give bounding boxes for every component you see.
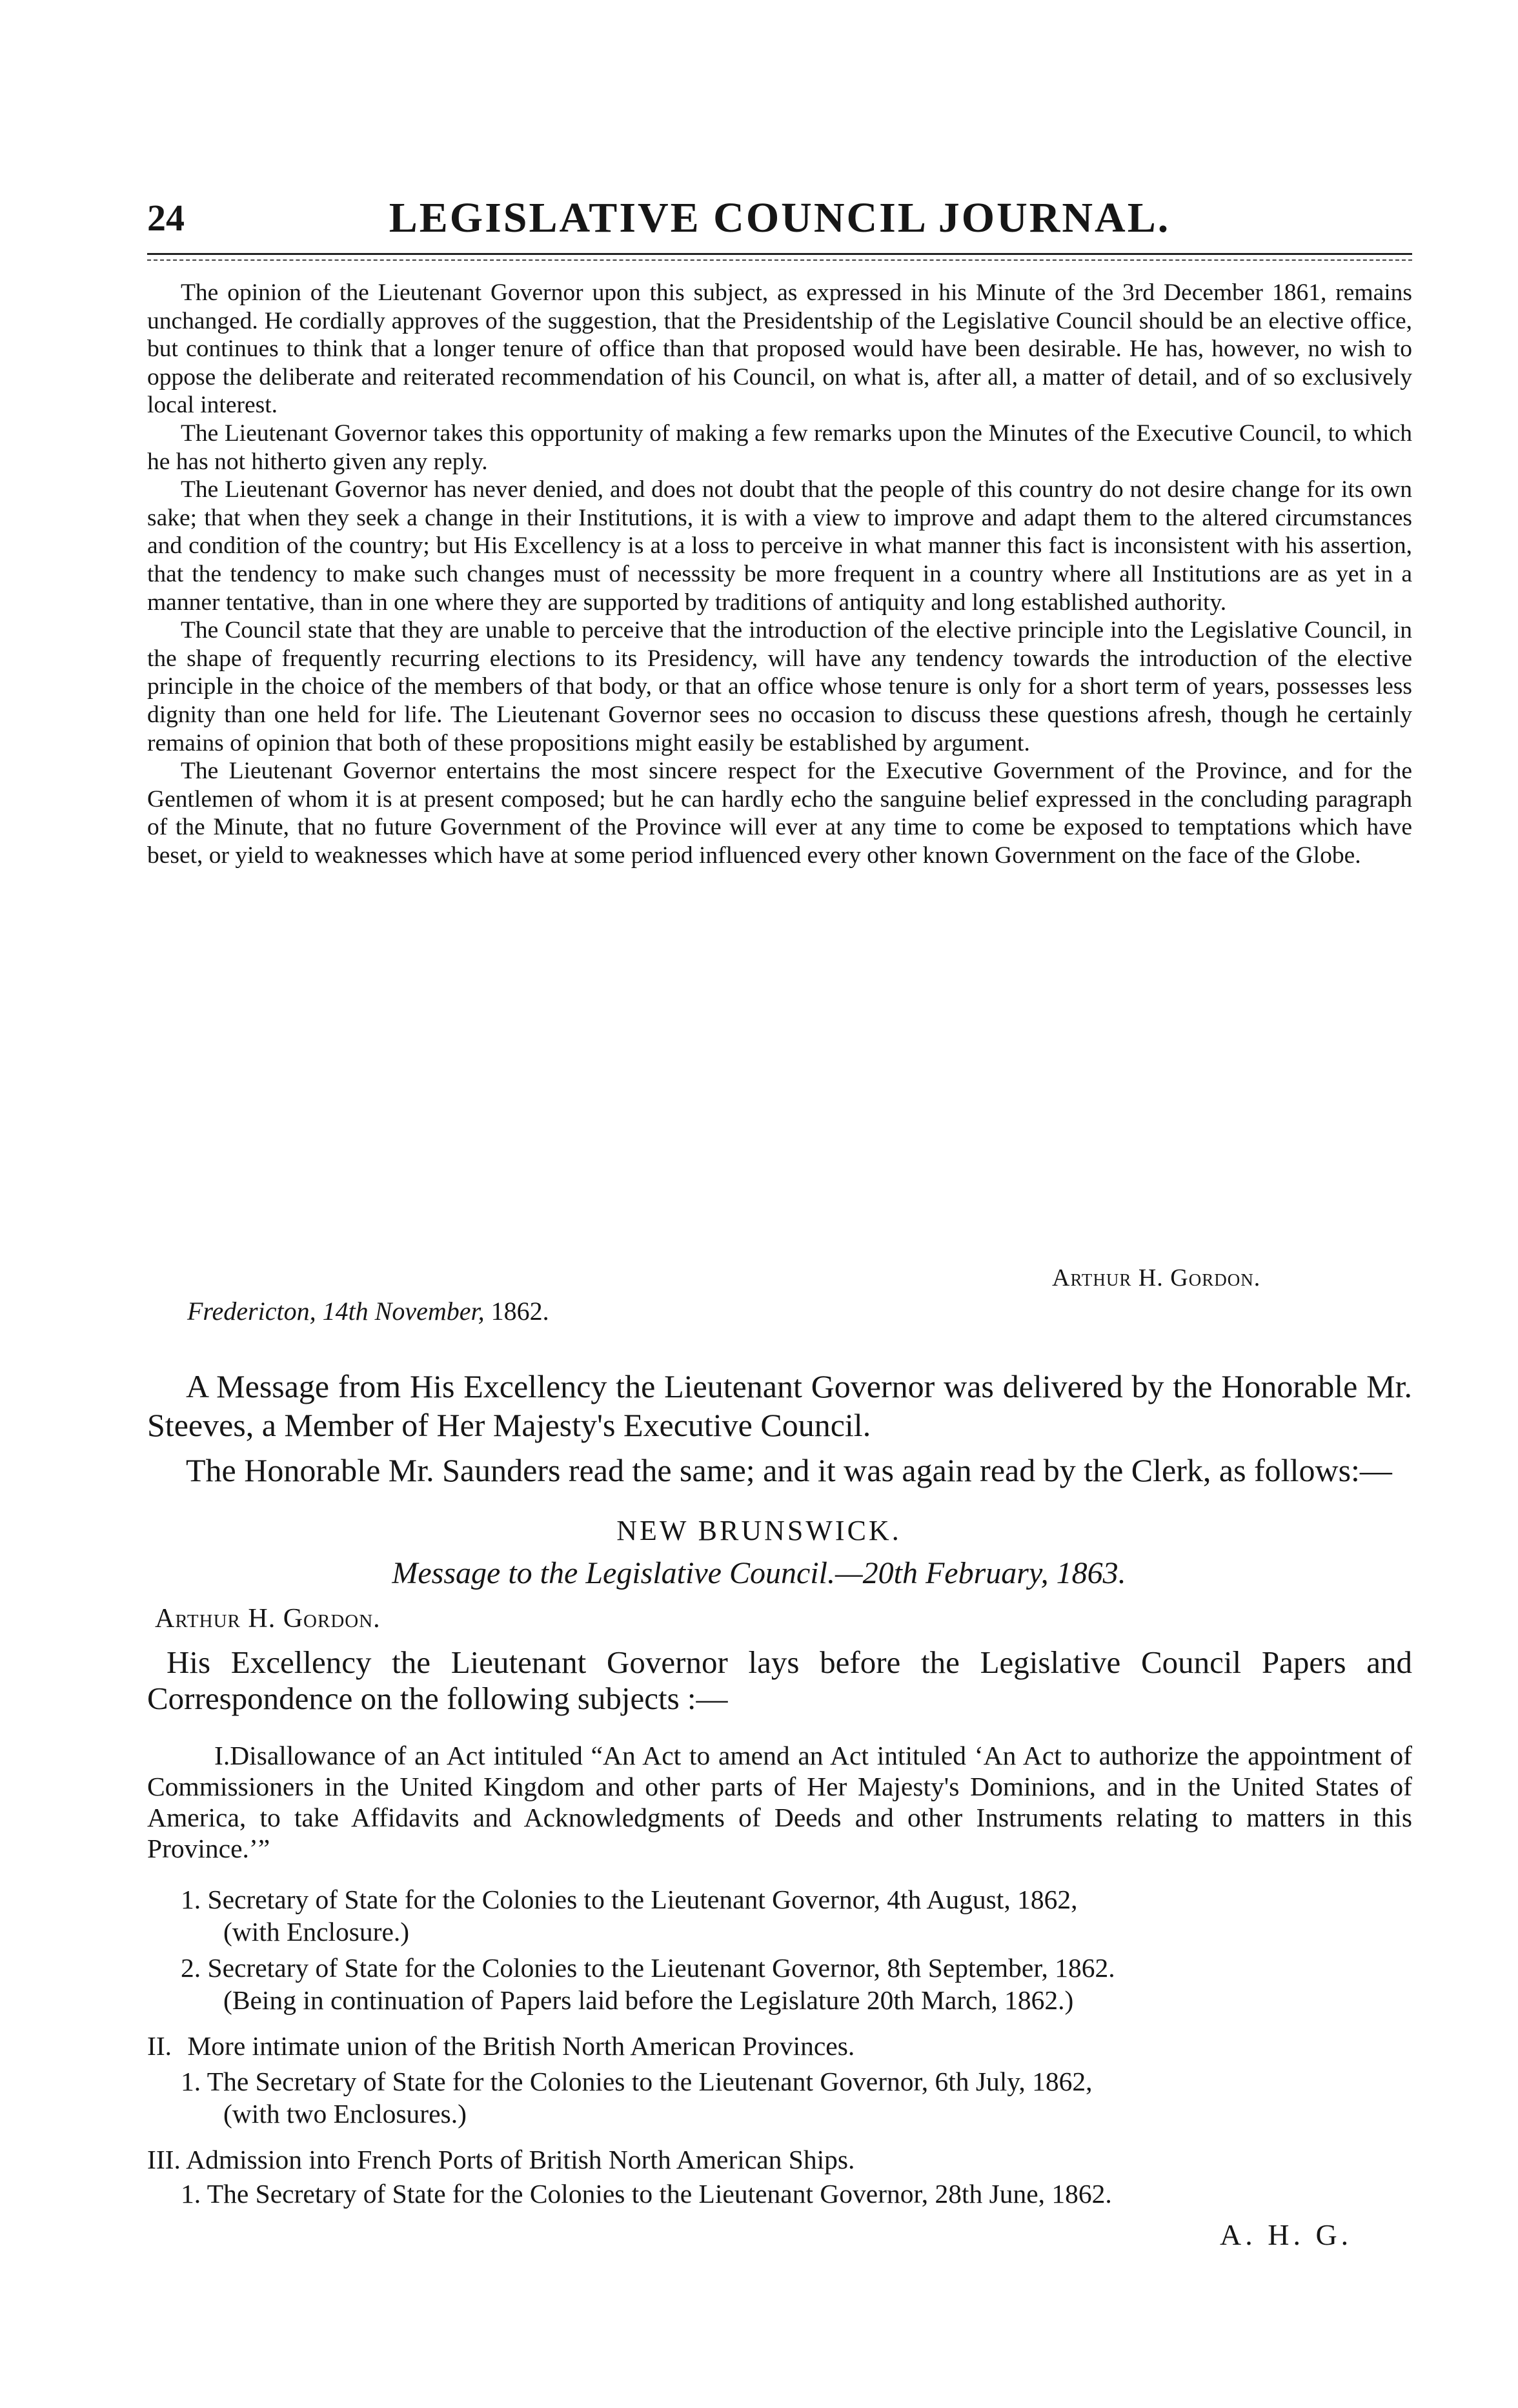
page-number: 24 bbox=[147, 197, 185, 239]
item-continuation: (with Enclosure.) bbox=[223, 1917, 410, 1947]
subject-numeral: I. bbox=[214, 1741, 230, 1770]
minute-paragraph: The Lieutenant Governor entertains the most sincere respect for the Executive Government of the Province, and for the Gentlemen of whom it is at present composed; but he can hardly echo the sanguine belief expressed in the concluding paragraph of the Minute, that no future Government of the Province will ever at any time to come be exposed to temptations which have beset, or yield to weaknesses which have at some period influenced every other known Government on the face of the Globe. bbox=[147, 758, 1412, 869]
governor-minute bbox=[147, 279, 1412, 869]
item-line bbox=[147, 2065, 1412, 2098]
subject-one-item-1 bbox=[147, 1883, 1412, 1948]
subject-three bbox=[147, 2144, 1412, 2175]
subject-one-item-2 bbox=[147, 1952, 1412, 2016]
subject-three-item-1 bbox=[147, 2178, 1412, 2210]
message-subheading: Message to the Legislative Council.—20th February, 1863. bbox=[392, 1556, 1126, 1590]
lays-before-paragraph bbox=[147, 1644, 1412, 1717]
dateline-place: Fredericton, 14th November, bbox=[187, 1297, 485, 1326]
message-paragraph: The Honorable Mr. Saunders read the same; and it was again read by the Clerk, as follows:— bbox=[186, 1452, 1392, 1488]
lays-before-text: His Excellency the Lieutenant Governor lays before the Legislative Council Papers and Correspondence on the following subjects :— bbox=[147, 1644, 1412, 1716]
subject-numeral: II. bbox=[147, 2031, 172, 2061]
item-text: The Secretary of State for the Colonies to the Lieutenant Governor, 28th June, 1862. bbox=[207, 2179, 1112, 2209]
item-continuation: (with two Enclosures.) bbox=[223, 2099, 467, 2129]
minute-paragraph: The opinion of the Lieutenant Governor upon this subject, as expressed in his Minute of the 3rd December 1861, remains unchanged. He cordially approves of the suggestion, that the Presidentship of the Legislative Council should be an elective office, but continues to think that a longer tenure of office than that proposed would have been desirable. He has, however, no wish to oppose the deliberate and reiterated recommendation of his Council, on what is, after all, a matter of detail, and of so exclusively local interest. bbox=[147, 279, 1412, 419]
item-text: Secretary of State for the Colonies to the Lieutenant Governor, 8th September, 1862. bbox=[207, 1953, 1115, 1983]
message-paragraph: A Message from His Excellency the Lieutenant Governor was delivered by the Honorable Mr. Steeves, a Member of Her Majesty's Executive Council. bbox=[147, 1368, 1412, 1443]
subject-three-text bbox=[147, 2144, 1412, 2175]
header-rule bbox=[147, 253, 1412, 255]
item-number: 1. bbox=[181, 2067, 201, 2096]
subject-one bbox=[147, 1740, 1412, 1864]
item-text: Secretary of State for the Colonies to the Lieutenant Governor, 4th August, 1862, bbox=[207, 1885, 1078, 1914]
minute-paragraph: The Lieutenant Governor has never denied, and does not doubt that the people of this country do not desire change for its own sake; that when they seek a change in their Institutions, it is with a view to improve and adapt them to the altered circumstances and condition of the country; but His Excellency is at a loss to perceive in what manner this fact is inconsistent with his assertion, that the tendency to make such changes must of necesssity be more frequent in a country where all Institutions are as yet in a manner tentative, than in one where they are supported by traditions of antiquity and long established authority. bbox=[147, 476, 1412, 616]
page-header bbox=[147, 194, 1412, 245]
minute-paragraph: The Lieutenant Governor takes this opportunity of making a few remarks upon the Minutes of the Executive Council, to which he has not hitherto given any reply. bbox=[147, 420, 1412, 475]
province-heading: NEW BRUNSWICK. bbox=[616, 1515, 902, 1546]
dateline-year: 1862. bbox=[491, 1297, 549, 1326]
message-sender: Arthur H. Gordon. bbox=[155, 1604, 381, 1634]
subject-text: Disallowance of an Act intituled “An Act to amend an Act intituled ‘An Act to authorize the appointment of Commissioners in the United Kingdom and other parts of Her Majesty's Dominions, and in the United States of America, to take Affidavits and Acknowledgments of Deeds and other Instruments relating to matters in this Province.’” bbox=[147, 1741, 1412, 1863]
subject-two bbox=[147, 2030, 1412, 2061]
item-number: 1. bbox=[181, 2179, 201, 2209]
minute-paragraph: The Council state that they are unable to perceive that the introduction of the elective principle into the Legislative Council, in the shape of frequently recurring elections to its Presidency, will have any tendency towards the introduction of the elective principle in the choice of the members of that body, or that an office whose tenure is only for a short term of years, possesses less dignity than one held for life. The Lieutenant Governor sees no occasion to discuss these questions afresh, though he certainly remains of opinion that both of these propositions might easily be established by argument. bbox=[147, 617, 1412, 756]
subject-one-text bbox=[147, 1740, 1412, 1864]
subject-numeral: III. bbox=[147, 2145, 181, 2174]
subject-text: More intimate union of the British North American Provinces. bbox=[187, 2031, 855, 2061]
item-line bbox=[147, 1952, 1412, 1984]
subject-two-item-1 bbox=[147, 2065, 1412, 2130]
message-intro bbox=[147, 1367, 1412, 1496]
item-line bbox=[147, 2178, 1412, 2210]
item-continuation: (Being in continuation of Papers laid before the Legislature 20th March, 1862.) bbox=[223, 1985, 1074, 2015]
subject-two-text bbox=[147, 2030, 1412, 2061]
closing-initials: A. H. G. bbox=[1220, 2218, 1353, 2251]
item-line bbox=[147, 1883, 1412, 1916]
minute-signature: Arthur H. Gordon. bbox=[1052, 1264, 1261, 1291]
journal-title: LEGISLATIVE COUNCIL JOURNAL. bbox=[389, 194, 1171, 241]
item-number: 1. bbox=[181, 1885, 201, 1914]
item-text: The Secretary of State for the Colonies to the Lieutenant Governor, 6th July, 1862, bbox=[207, 2067, 1093, 2096]
header-rule-dashed bbox=[147, 259, 1412, 261]
minute-dateline bbox=[187, 1296, 549, 1326]
subject-text: Admission into French Ports of British North American Ships. bbox=[186, 2145, 855, 2174]
item-number: 2. bbox=[181, 1953, 201, 1983]
